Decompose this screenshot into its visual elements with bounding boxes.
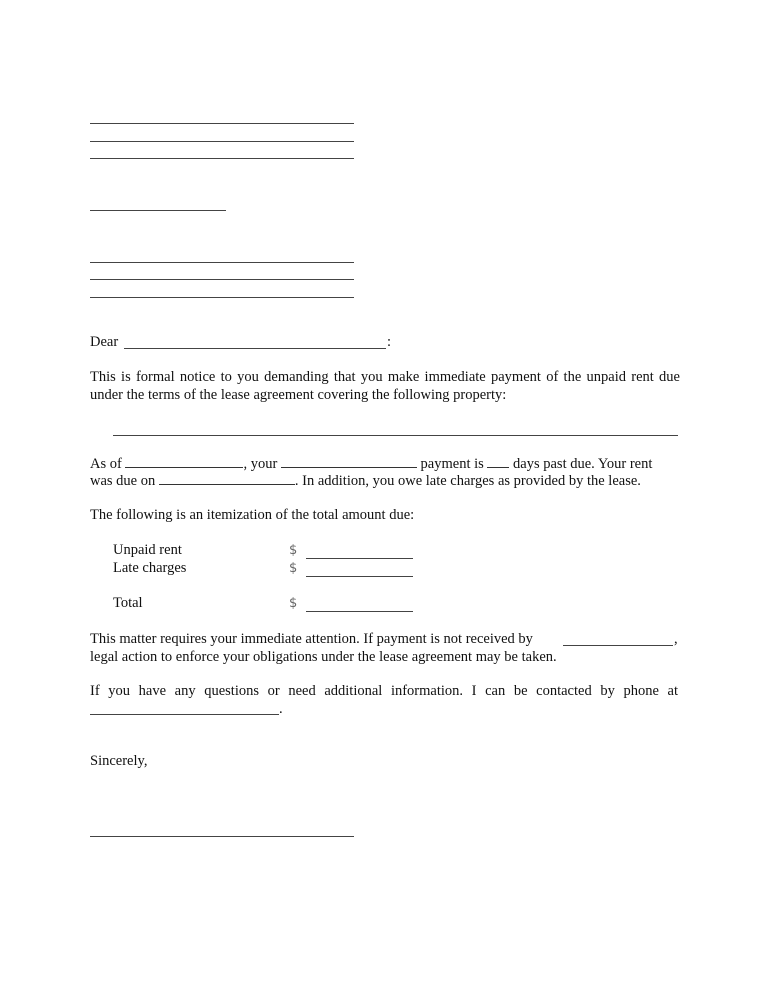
days-past-due-label: days past due. Your rent	[513, 456, 653, 472]
as-of-date-blank[interactable]	[125, 455, 243, 468]
sender-address-line-1[interactable]	[90, 123, 354, 124]
notice-paragraph: This is formal notice to you demanding that you make immediate payment of the unpaid rent due under the terms of the lease agreement covering the following property:	[90, 369, 680, 403]
late-charges-text: . In addition, you owe late charges as provided by the lease.	[294, 473, 641, 489]
item-total-currency: $	[289, 596, 298, 611]
legal-action-text: legal action to enforce your obligations under the lease agreement may be taken.	[90, 649, 557, 665]
as-of-label: As of	[90, 456, 122, 472]
was-due-line	[90, 472, 641, 490]
item-total-amount-line[interactable]	[306, 611, 413, 612]
payment-deadline-line[interactable]	[563, 645, 673, 646]
itemization-intro: The following is an itemization of the total amount due:	[90, 507, 415, 523]
attention-comma: ,	[674, 631, 678, 647]
payment-is-label: payment is	[420, 456, 484, 472]
as-of-line	[90, 455, 652, 473]
closing: Sincerely,	[90, 753, 148, 769]
salutation	[90, 334, 118, 351]
sender-address-line-2[interactable]	[90, 141, 354, 142]
item-late-charges-currency: $	[289, 561, 298, 576]
days-past-due-blank[interactable]	[487, 455, 509, 468]
due-date-blank[interactable]	[159, 472, 295, 485]
item-unpaid-rent-currency: $	[289, 543, 298, 558]
item-unpaid-rent-amount-line[interactable]	[306, 558, 413, 559]
item-late-charges-label: Late charges	[113, 560, 187, 576]
phone-period: .	[279, 701, 283, 717]
sender-address-line-3[interactable]	[90, 158, 354, 159]
salutation-label: Dear	[90, 334, 119, 350]
recipient-address-line-2[interactable]	[90, 279, 354, 280]
your-label: , your	[243, 456, 278, 472]
phone-number-line[interactable]	[90, 714, 279, 715]
questions-text: If you have any questions or need additional information. I can be contacted by phone at	[90, 683, 678, 699]
recipient-address-line-1[interactable]	[90, 262, 354, 263]
item-total-label: Total	[113, 595, 143, 611]
date-line[interactable]	[90, 210, 226, 211]
item-unpaid-rent-label: Unpaid rent	[113, 542, 182, 558]
was-due-on-label: was due on	[90, 473, 156, 489]
recipient-address-line-3[interactable]	[90, 297, 354, 298]
attention-text: This matter requires your immediate attention. If payment is not received by	[90, 631, 533, 647]
salutation-name-line[interactable]	[124, 348, 386, 349]
property-address-line[interactable]	[113, 435, 678, 436]
item-late-charges-amount-line[interactable]	[306, 576, 413, 577]
salutation-colon: :	[387, 334, 392, 350]
attention-line	[90, 631, 533, 648]
payment-period-blank[interactable]	[281, 455, 417, 468]
signature-line[interactable]	[90, 836, 354, 837]
